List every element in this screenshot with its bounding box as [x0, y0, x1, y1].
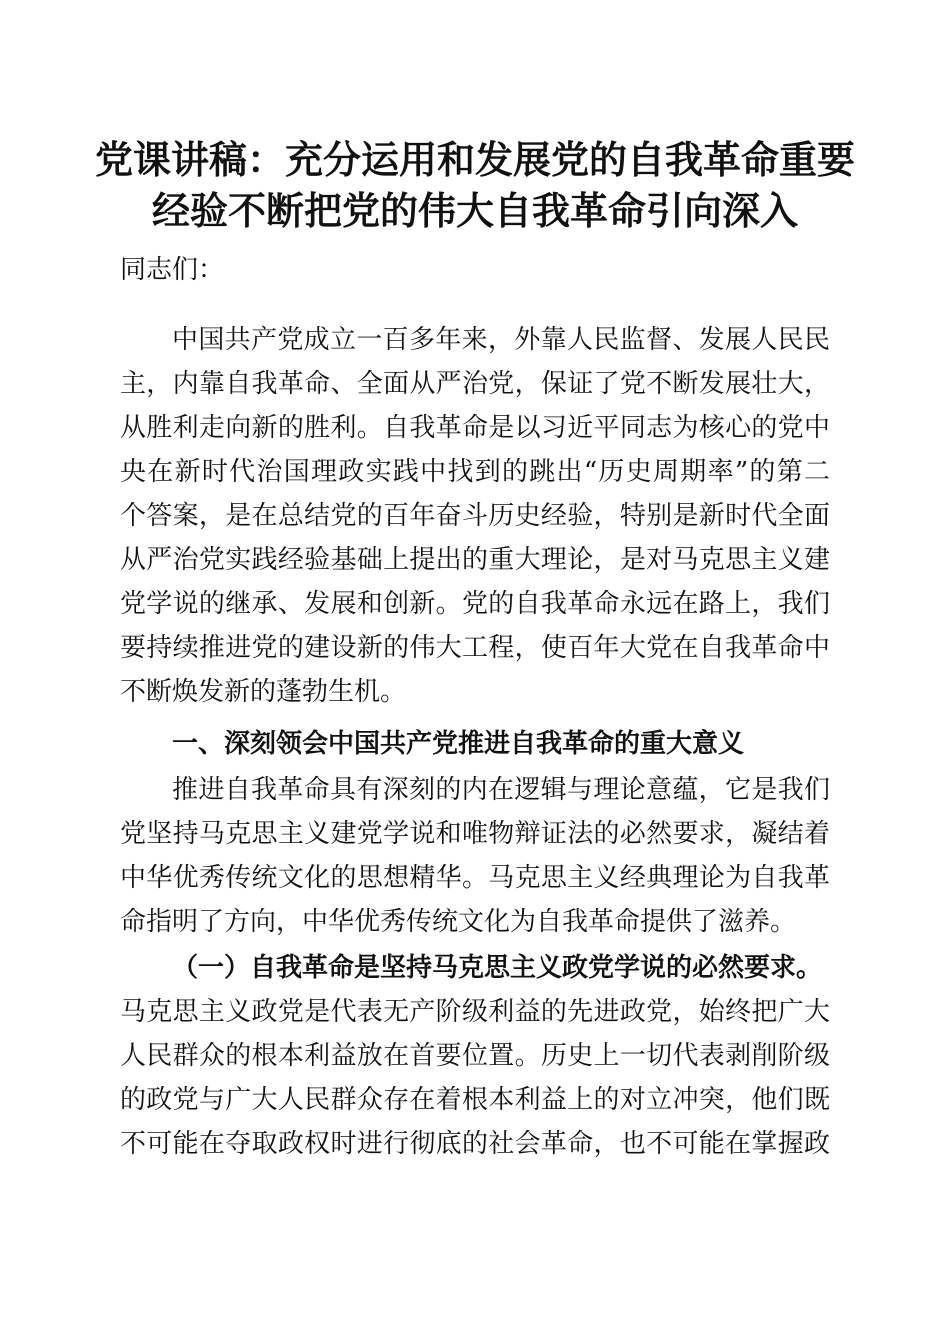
paragraph-1-line: 中国共产党成立一百多年来，外靠人民监督、发展人民民	[172, 325, 830, 355]
paragraph-2-line: 推进自我革命具有深刻的内在逻辑与理论意蕴，它是我们	[172, 775, 830, 805]
paragraph-1-line: 主，内靠自我革命、全面从严治党，保证了党不断发展壮大，	[120, 369, 830, 399]
paragraph-1-line: 从严治党实践经验基础上提出的重大理论，是对马克思主义建	[120, 545, 830, 575]
paragraph-3-line: 马克思主义政党是代表无产阶级利益的先进政党，始终把广大	[120, 997, 830, 1027]
paragraph-1-line: 央在新时代治国理政实践中找到的跳出“历史周期率”的第二	[120, 457, 830, 487]
paragraph-1-line: 要持续推进党的建设新的伟大工程，使百年大党在自我革命中	[120, 633, 830, 663]
paragraph-3-line: 不可能在夺取政权时进行彻底的社会革命，也不可能在掌握政	[120, 1129, 830, 1159]
paragraph-2-line: 命指明了方向，中华优秀传统文化为自我革命提供了滋养。	[120, 907, 797, 937]
salutation: 同志们：	[120, 255, 225, 285]
document-title-line-1: 党课讲稿：充分运用和发展党的自我革命重要	[94, 137, 855, 182]
paragraph-1-line: 不断焕发新的蓬勃生机。	[120, 677, 407, 707]
paragraph-3-line: 的政党与广大人民群众存在着根本利益上的对立冲突，他们既	[120, 1085, 830, 1115]
paragraph-2-line: 中华优秀传统文化的思想精华。马克思主义经典理论为自我革	[120, 863, 830, 893]
subsection-heading-1: （一）自我革命是坚持马克思主义政党学说的必然要求。	[172, 953, 823, 983]
paragraph-2-line: 党坚持马克思主义建党学说和唯物辩证法的必然要求，凝结着	[120, 819, 830, 849]
document-title-line-2: 经验不断把党的伟大自我革命引向深入	[151, 188, 798, 233]
section-heading-1: 一、深刻领会中国共产党推进自我革命的重大意义	[172, 729, 745, 759]
paragraph-3-line: 人民群众的根本利益放在首要位置。历史上一切代表剥削阶级	[120, 1041, 830, 1071]
paragraph-1-line: 党学说的继承、发展和创新。党的自我革命永远在路上，我们	[120, 589, 830, 619]
paragraph-1-line: 从胜利走向新的胜利。自我革命是以习近平同志为核心的党中	[120, 413, 830, 443]
paragraph-1-line: 个答案，是在总结党的百年奋斗历史经验，特别是新时代全面	[120, 501, 830, 531]
